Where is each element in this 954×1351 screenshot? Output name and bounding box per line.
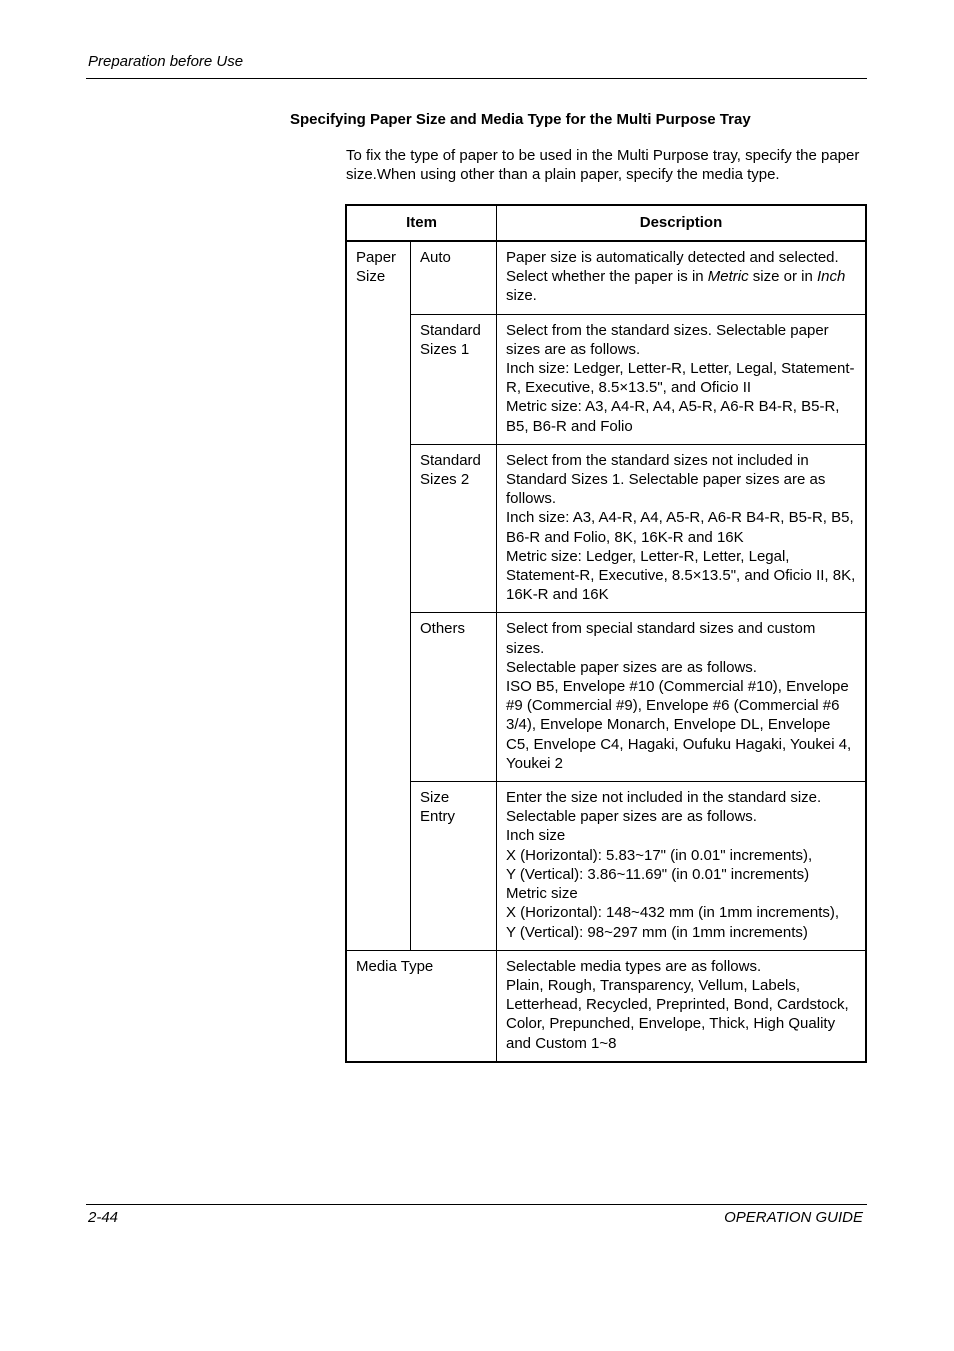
guide-title: OPERATION GUIDE bbox=[724, 1209, 863, 1226]
running-header: Preparation before Use bbox=[88, 53, 244, 70]
desc-standard-sizes-2: Select from the standard sizes not included in Standard Sizes 1. Selectable paper sizes are as follows. Inch size: A3, A4-R, A4, A5-R, A6-R B4-R, B5-R, B5, B6-R and Folio, 8K, 16K-R and 16K Metric size: Ledger, Letter-R, Letter, Legal, Statement-R, Executive, 8.5×13.5", and Oficio II, 8K, 16K-R and 16K bbox=[497, 444, 867, 613]
desc-auto: Paper size is automatically detected and selected. Select whether the paper is in Metric size or in Inch size. bbox=[497, 241, 867, 314]
item-size-entry: Size Entry bbox=[411, 782, 497, 951]
header-item: Item bbox=[346, 205, 497, 241]
item-media-type: Media Type bbox=[346, 950, 497, 1062]
desc-standard-sizes-1: Select from the standard sizes. Selectable paper sizes are as follows. Inch size: Ledger, Letter-R, Letter, Legal, Statement-R, Executive, 8.5×13.5", and Oficio II Metric size: A3, A4-R, A4, A5-R, A6-R B4-R, B5-R, B5, B6-R and Folio bbox=[497, 314, 867, 444]
intro-paragraph: To fix the type of paper to be used in the Multi Purpose tray, specify the paper size.When using other than a plain paper, specify the media type. bbox=[346, 147, 860, 184]
footer-divider bbox=[86, 1204, 867, 1205]
table-row bbox=[346, 444, 866, 613]
desc-size-entry: Enter the size not included in the standard size. Selectable paper sizes are as follows. Inch size X (Horizontal): 5.83~17" (in 0.01" increments), Y (Vertical): 3.86~11.69" (in 0.01" increments) Metric size X (Horizontal): 148~432 mm (in 1mm increments), Y (Vertical): 98~297 mm (in 1mm increments) bbox=[497, 782, 867, 951]
paper-settings-table bbox=[345, 204, 867, 1063]
table-row bbox=[346, 241, 866, 314]
table-row bbox=[346, 782, 866, 951]
paper-size-group-label: Paper Size bbox=[346, 241, 411, 950]
section-heading: Specifying Paper Size and Media Type for the Multi Purpose Tray bbox=[290, 111, 751, 128]
table-row bbox=[346, 613, 866, 782]
desc-media-type: Selectable media types are as follows. Plain, Rough, Transparency, Vellum, Labels, Letterhead, Recycled, Preprinted, Bond, Cardstock, Color, Prepunched, Envelope, Thick, High Quality and Custom 1~8 bbox=[497, 950, 867, 1062]
item-others: Others bbox=[411, 613, 497, 782]
header-divider bbox=[86, 78, 867, 79]
table-row bbox=[346, 950, 866, 1062]
header-description: Description bbox=[497, 205, 867, 241]
page-number: 2-44 bbox=[88, 1209, 119, 1226]
table-header-row bbox=[346, 205, 866, 241]
item-auto: Auto bbox=[411, 241, 497, 314]
item-standard-sizes-1: Standard Sizes 1 bbox=[411, 314, 497, 444]
desc-others: Select from special standard sizes and custom sizes. Selectable paper sizes are as follows. ISO B5, Envelope #10 (Commercial #10), Envelope #9 (Commercial #9), Envelope #6 (Commercial #6 3/4), Envelope Monarch, Envelope DL, Envelope C5, Envelope C4, Hagaki, Oufuku Hagaki, Youkei 4, Youkei 2 bbox=[497, 613, 867, 782]
item-standard-sizes-2: Standard Sizes 2 bbox=[411, 444, 497, 613]
table-row bbox=[346, 314, 866, 444]
